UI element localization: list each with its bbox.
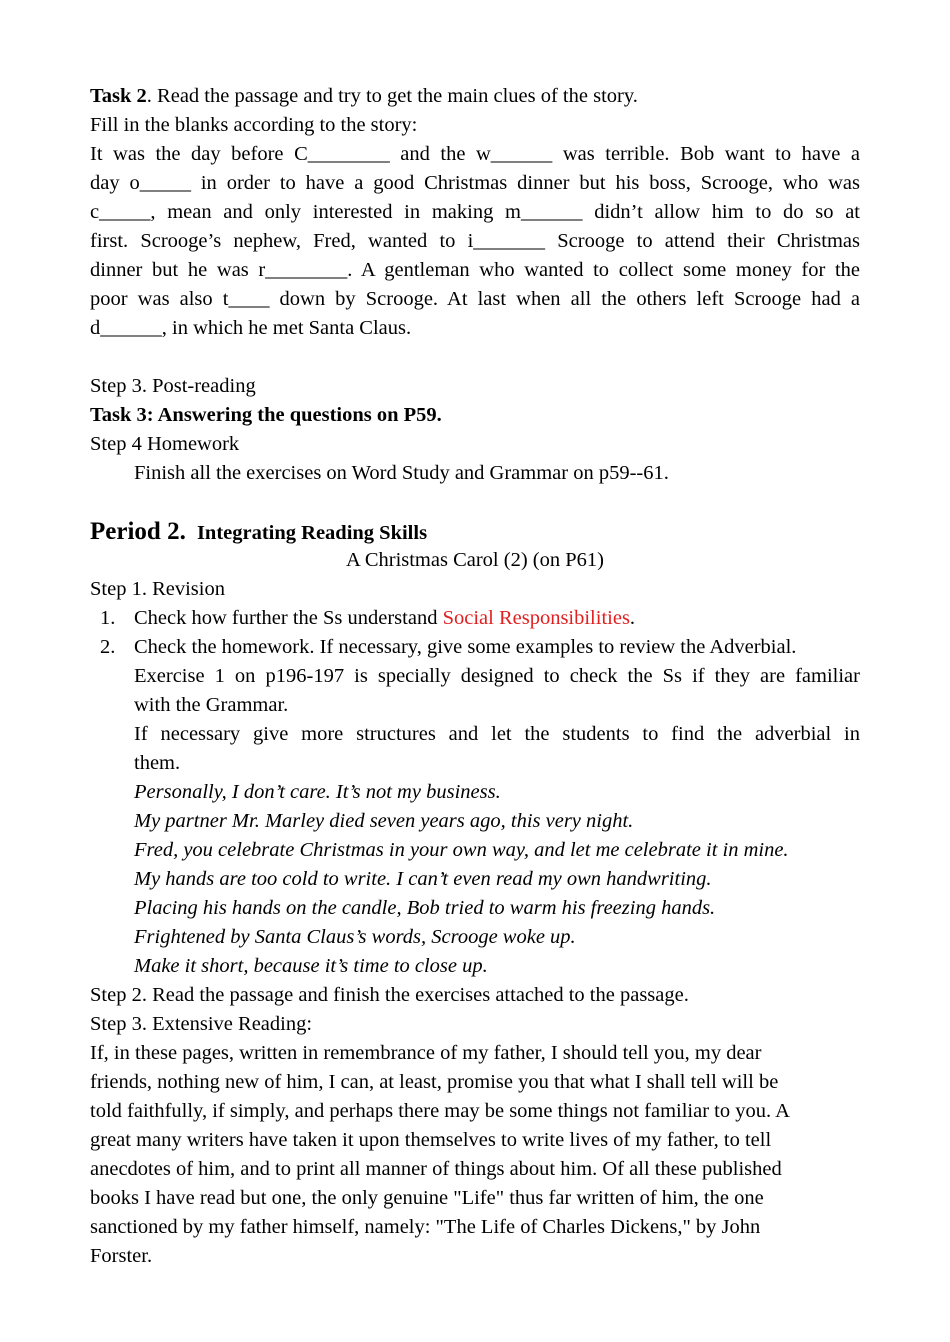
lesson-title: A Christmas Carol (2) (on P61): [346, 549, 604, 571]
period2-heading: [90, 515, 860, 550]
homework-text: Finish all the exercises on Word Study and Grammar on p59--61.: [134, 462, 669, 484]
list-item: [90, 604, 860, 633]
story-line: dinner but he was r________. A gentleman who wanted to collect some money for the: [90, 259, 860, 281]
story-line: day o_____ in order to have a good Christmas dinner but his boss, Scrooge, who was: [90, 172, 860, 194]
list-item-text: [134, 604, 860, 633]
social-responsibilities-text: Social Responsibilities: [442, 607, 630, 629]
item1-period: .: [629, 607, 636, 629]
item2-line: with the Grammar.: [134, 694, 289, 716]
story-line: poor was also t____ down by Scrooge. At last when all the others left Scrooge had a: [90, 288, 860, 310]
task2-heading: [90, 82, 860, 111]
list-item: [90, 633, 860, 981]
extensive-line: sanctioned by my father himself, namely: "The Life of Charles Dickens," by John: [90, 1216, 761, 1238]
story-line: first. Scrooge’s nephew, Fred, wanted to i_______ Scrooge to attend their Christmas: [90, 230, 860, 252]
extensive-line: great many writers have taken it upon themselves to write lives of my father, to tell: [90, 1129, 772, 1151]
example-sentence: Make it short, because it’s time to close up.: [134, 955, 488, 977]
spacer: [90, 488, 860, 517]
example-sentence: Placing his hands on the candle, Bob tried to warm his freezing hands.: [134, 897, 716, 919]
step1-heading: Step 1. Revision: [90, 578, 225, 600]
example-sentence: Personally, I don’t care. It’s not my business.: [134, 781, 501, 803]
item2-line: Exercise 1 on p196-197 is specially designed to check the Ss if they are familiar: [134, 665, 860, 687]
task2-intro: . Read the passage and try to get the main clues of the story.: [146, 85, 638, 107]
fill-instruction: Fill in the blanks according to the story:: [90, 114, 418, 136]
item2-line: If necessary give more structures and let the students to find the adverbial in: [134, 723, 860, 745]
story-line-last: d______, in which he met Santa Claus.: [90, 317, 412, 339]
task2-label: Task 2: [90, 85, 147, 107]
period2-subtitle-bold: Integrating Reading Skills: [196, 522, 428, 544]
item1-text: Check how further the Ss understand: [134, 607, 443, 629]
step4-heading: Step 4 Homework: [90, 433, 240, 455]
example-sentence: My partner Mr. Marley died seven years ago, this very night.: [134, 810, 634, 832]
period2-title: Period 2.: [90, 518, 186, 545]
extensive-line: told faithfully, if simply, and perhaps there may be some things not familiar to you. A: [90, 1100, 790, 1122]
extensive-line: Forster.: [90, 1245, 153, 1267]
spacer: [90, 343, 860, 372]
item2-line: Check the homework. If necessary, give some examples to review the Adverbial.: [134, 636, 797, 658]
task3-label: Task 3: Answering the questions on P59.: [90, 404, 442, 426]
step3-extensive-heading: Step 3. Extensive Reading:: [90, 1013, 313, 1035]
task3-heading: [90, 401, 860, 430]
extensive-line: If, in these pages, written in remembrance of my father, I should tell you, my dear: [90, 1042, 762, 1064]
extensive-line: friends, nothing new of him, I can, at least, promise you that what I shall tell will be: [90, 1071, 779, 1093]
example-sentence: Fred, you celebrate Christmas in your own way, and let me celebrate it in mine.: [134, 839, 789, 861]
document-page: [90, 82, 860, 1271]
extensive-line: books I have read but one, the only genuine "Life" thus far written of him, the one: [90, 1187, 764, 1209]
list-number: 2.: [100, 636, 116, 658]
story-line: c_____, mean and only interested in making m______ didn’t allow him to do so at: [90, 201, 860, 223]
step3-post-reading: Step 3. Post-reading: [90, 375, 256, 397]
step2-heading: Step 2. Read the passage and finish the exercises attached to the passage.: [90, 984, 689, 1006]
item2-line: them.: [134, 752, 181, 774]
extensive-line: anecdotes of him, and to print all manner of things about him. Of all these published: [90, 1158, 782, 1180]
example-sentence: Frightened by Santa Claus’s words, Scrooge woke up.: [134, 926, 576, 948]
story-line: It was the day before C________ and the w______ was terrible. Bob want to have a: [90, 143, 860, 165]
list-number: 1.: [100, 607, 116, 629]
example-sentence: My hands are too cold to write. I can’t even read my own handwriting.: [134, 868, 712, 890]
